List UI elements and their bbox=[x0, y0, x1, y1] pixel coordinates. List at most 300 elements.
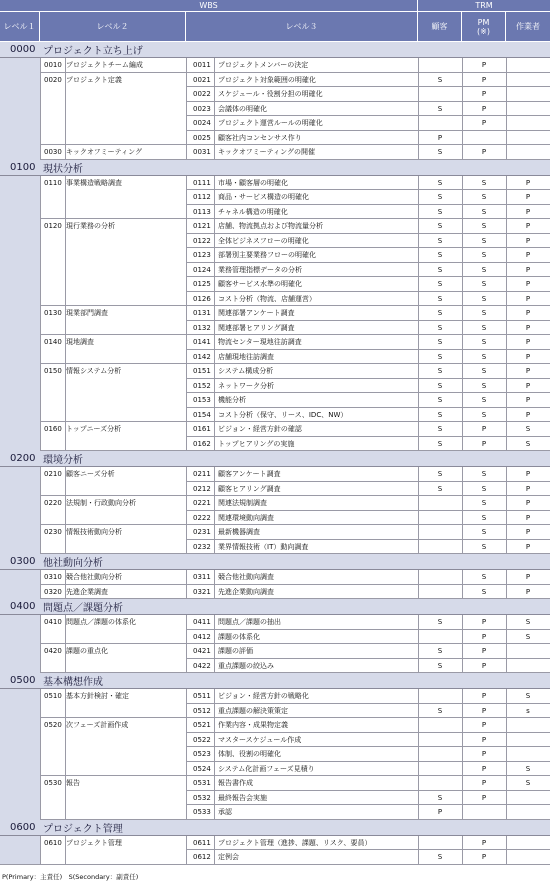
level3-code: 0231 bbox=[193, 528, 211, 536]
divider bbox=[65, 718, 66, 776]
worker-mark: P bbox=[525, 222, 531, 230]
level2-code: 0120 bbox=[44, 222, 62, 230]
level1-spacer bbox=[0, 176, 40, 452]
level2-code: 0520 bbox=[44, 721, 62, 729]
level1-spacer bbox=[0, 836, 40, 865]
divider bbox=[214, 615, 215, 673]
level3-name: 定例会 bbox=[218, 853, 239, 861]
level3-name: 市場・顧客層の明確化 bbox=[218, 178, 288, 187]
level2-code: 0320 bbox=[44, 587, 62, 596]
pm-mark: S bbox=[481, 484, 487, 493]
pm-mark: P bbox=[481, 838, 487, 847]
worker-mark: P bbox=[525, 410, 531, 419]
level3-code: 0412 bbox=[193, 632, 211, 641]
level3-code: 0532 bbox=[193, 793, 211, 802]
divider bbox=[418, 689, 419, 820]
level2-code: 0010 bbox=[44, 61, 62, 69]
level3-code: 0522 bbox=[193, 735, 211, 744]
level3-code: 0161 bbox=[193, 425, 211, 433]
customer-mark: S bbox=[437, 484, 443, 493]
pm-mark: S bbox=[481, 542, 487, 551]
pm-mark: S bbox=[481, 470, 487, 478]
divider bbox=[186, 176, 187, 452]
customer-mark: S bbox=[437, 396, 443, 404]
level3-code: 0031 bbox=[193, 148, 211, 156]
group-code: 0600 bbox=[10, 821, 36, 833]
pm-mark: P bbox=[481, 750, 487, 758]
pm-mark: P bbox=[481, 90, 487, 98]
customer-mark: S bbox=[437, 104, 443, 113]
level3-code: 0132 bbox=[193, 323, 211, 332]
customer-mark: S bbox=[437, 618, 443, 626]
worker-mark: P bbox=[525, 499, 531, 507]
level3-name: キックオフミーティングの開催 bbox=[218, 148, 315, 156]
group-code: 0300 bbox=[10, 556, 36, 567]
header-level2: レベル２ bbox=[40, 12, 186, 42]
customer-mark: S bbox=[437, 425, 443, 433]
level3-code: 0221 bbox=[193, 499, 211, 507]
level3-code: 0023 bbox=[193, 104, 211, 113]
divider bbox=[506, 467, 507, 554]
header-worker: 作業者 bbox=[506, 12, 550, 42]
worker-mark: P bbox=[525, 309, 531, 317]
level2-name: 報告 bbox=[66, 779, 80, 787]
level3-code: 0024 bbox=[193, 119, 211, 127]
customer-mark: S bbox=[437, 222, 443, 230]
pm-mark: P bbox=[481, 706, 487, 715]
pm-mark: P bbox=[481, 61, 487, 69]
bottom-border bbox=[0, 864, 550, 865]
pm-mark: P bbox=[481, 779, 487, 787]
customer-mark: S bbox=[437, 793, 443, 802]
group-title: プロジェクト管理 bbox=[43, 823, 123, 835]
level3-name: 商品・サービス構造の明確化 bbox=[218, 193, 309, 201]
level3-name: 関連部署アンケート調査 bbox=[218, 309, 295, 317]
group-header bbox=[0, 451, 550, 467]
pm-mark: S bbox=[481, 381, 487, 390]
pm-mark: P bbox=[481, 104, 487, 113]
pm-mark: S bbox=[481, 193, 487, 201]
divider bbox=[65, 219, 66, 306]
level2-code: 0020 bbox=[44, 75, 62, 84]
worker-mark: S bbox=[525, 779, 531, 787]
level3-code: 0022 bbox=[193, 90, 211, 98]
level2-code: 0530 bbox=[44, 779, 62, 787]
level3-name: 報告書作成 bbox=[218, 779, 253, 787]
worker-mark: P bbox=[525, 338, 531, 346]
level3-name: 業務管理指標データの分析 bbox=[218, 265, 302, 274]
pm-mark: S bbox=[481, 265, 487, 274]
level2-name: 法規制・行政動向分析 bbox=[66, 499, 136, 507]
worker-mark: P bbox=[525, 294, 531, 303]
divider bbox=[418, 615, 419, 673]
group-title: 基本構想作成 bbox=[43, 677, 103, 688]
level3-code: 0421 bbox=[193, 647, 211, 655]
level3-name: 関連法規制調査 bbox=[218, 499, 267, 507]
group-header bbox=[0, 599, 550, 615]
pm-mark: S bbox=[481, 367, 487, 375]
level3-code: 0121 bbox=[193, 222, 211, 230]
worker-mark: S bbox=[525, 764, 531, 773]
level3-name: 全体ビジネスフローの明確化 bbox=[218, 236, 309, 245]
group-title: 問題点／課題分析 bbox=[43, 603, 123, 614]
group-code: 0200 bbox=[10, 453, 36, 464]
customer-mark: S bbox=[437, 294, 443, 303]
group-title: 現状分析 bbox=[43, 163, 83, 175]
level3-code: 0521 bbox=[193, 721, 211, 729]
customer-mark: P bbox=[437, 133, 443, 142]
pm-mark: S bbox=[481, 528, 487, 536]
level2-name: トップニーズ分析 bbox=[66, 425, 122, 433]
divider bbox=[65, 570, 66, 585]
level3-name: トップヒアリングの実施 bbox=[218, 439, 295, 448]
customer-mark: S bbox=[437, 236, 443, 245]
level3-name: 最新機器調査 bbox=[218, 528, 260, 536]
level1-spacer bbox=[0, 615, 40, 673]
level2-name: 競合他社動向分析 bbox=[66, 573, 122, 581]
level2-code: 0140 bbox=[44, 338, 62, 346]
level3-code: 0321 bbox=[193, 587, 211, 596]
level3-name: プロジェクトメンバーの決定 bbox=[218, 61, 309, 69]
customer-mark: S bbox=[437, 470, 443, 478]
worker-mark: s bbox=[526, 706, 530, 715]
customer-mark: S bbox=[437, 352, 443, 361]
divider bbox=[462, 836, 463, 865]
customer-mark: S bbox=[437, 367, 443, 375]
pm-mark: P bbox=[481, 439, 487, 448]
divider bbox=[418, 570, 419, 599]
level2-code: 0410 bbox=[44, 618, 62, 626]
level3-name: 先進企業動向調査 bbox=[218, 587, 274, 596]
level1-spacer bbox=[0, 689, 40, 820]
worker-mark: P bbox=[525, 323, 531, 332]
pm-mark: S bbox=[481, 410, 487, 419]
level3-name: 部署別主要業務フローの明確化 bbox=[218, 251, 316, 259]
divider bbox=[40, 689, 41, 820]
customer-mark: S bbox=[437, 410, 443, 419]
pm-mark: P bbox=[481, 793, 487, 802]
group-code: 0400 bbox=[10, 601, 36, 612]
level2-code: 0110 bbox=[44, 178, 62, 187]
worker-mark: P bbox=[525, 251, 531, 259]
divider bbox=[65, 496, 66, 525]
level3-name: コスト分析（物流、店舗運営） bbox=[218, 294, 316, 303]
worker-mark: P bbox=[525, 587, 531, 596]
divider bbox=[65, 585, 66, 600]
worker-mark: P bbox=[525, 396, 531, 404]
level3-name: 物流センター現地往訪調査 bbox=[218, 338, 302, 346]
pm-mark: S bbox=[481, 352, 487, 361]
divider bbox=[462, 615, 463, 673]
divider bbox=[65, 689, 66, 718]
pm-mark: P bbox=[481, 632, 487, 641]
level3-name: 課題の体系化 bbox=[218, 632, 260, 641]
pm-mark: P bbox=[481, 721, 487, 729]
customer-mark: S bbox=[437, 381, 443, 390]
divider bbox=[418, 467, 419, 554]
worker-mark: P bbox=[525, 367, 531, 375]
customer-mark: S bbox=[437, 280, 443, 288]
level3-code: 0113 bbox=[193, 207, 211, 216]
level3-code: 0123 bbox=[193, 251, 211, 259]
header-level3: レベル３ bbox=[186, 12, 418, 42]
level2-name: 次フェーズ計画作成 bbox=[66, 721, 129, 729]
level3-name: 店舗、物流拠点および物流量分析 bbox=[218, 222, 323, 230]
divider bbox=[186, 836, 187, 865]
divider bbox=[65, 364, 66, 422]
pm-mark: P bbox=[481, 119, 487, 127]
divider bbox=[65, 58, 66, 73]
divider bbox=[506, 689, 507, 820]
divider bbox=[214, 58, 215, 160]
header-trm: TRM bbox=[418, 0, 550, 12]
level2-name: プロジェクト定義 bbox=[66, 75, 122, 84]
level3-name: ビジョン・経営方針の確認 bbox=[218, 425, 302, 433]
group-header bbox=[0, 554, 550, 570]
pm-mark: S bbox=[481, 309, 487, 317]
worker-mark: P bbox=[525, 470, 531, 478]
level3-code: 0311 bbox=[193, 573, 211, 581]
customer-mark: S bbox=[437, 853, 443, 861]
level3-name: 機能分析 bbox=[218, 396, 246, 404]
divider bbox=[214, 467, 215, 554]
divider bbox=[65, 335, 66, 364]
divider bbox=[65, 776, 66, 820]
customer-mark: S bbox=[437, 265, 443, 274]
worker-mark: S bbox=[525, 692, 531, 700]
level2-code: 0310 bbox=[44, 573, 62, 581]
level3-code: 0611 bbox=[193, 838, 211, 847]
level3-code: 0153 bbox=[193, 396, 211, 404]
level2-code: 0160 bbox=[44, 425, 62, 433]
level3-code: 0212 bbox=[193, 484, 211, 493]
divider bbox=[418, 176, 419, 452]
header-customer: 顧客 bbox=[418, 12, 462, 42]
divider bbox=[462, 689, 463, 820]
group-header bbox=[0, 42, 550, 58]
pm-mark: S bbox=[481, 323, 487, 332]
divider bbox=[65, 73, 66, 146]
divider bbox=[418, 58, 419, 160]
level2-code: 0610 bbox=[44, 838, 62, 847]
level3-name: 重点課題の絞込み bbox=[218, 661, 274, 670]
level3-code: 0021 bbox=[193, 75, 211, 84]
level2-name: 基本方針検討・確定 bbox=[66, 692, 129, 700]
pm-mark: S bbox=[481, 178, 487, 187]
worker-mark: P bbox=[525, 178, 531, 187]
pm-mark: S bbox=[481, 513, 487, 522]
level2-name: キックオフミーティング bbox=[66, 148, 142, 156]
customer-mark: P bbox=[437, 808, 443, 816]
level3-name: 関連部署ヒアリング調査 bbox=[218, 323, 295, 332]
level3-code: 0141 bbox=[193, 338, 211, 346]
worker-mark: P bbox=[525, 280, 531, 288]
pm-mark: P bbox=[481, 425, 487, 433]
level2-code: 0130 bbox=[44, 309, 62, 317]
worker-mark: P bbox=[525, 484, 531, 493]
level1-spacer bbox=[0, 570, 40, 599]
customer-mark: S bbox=[437, 706, 443, 715]
level3-code: 0612 bbox=[193, 853, 211, 861]
level3-code: 0511 bbox=[193, 692, 211, 700]
header-wbs: WBS bbox=[0, 0, 418, 12]
header-pm: PM (※) bbox=[462, 12, 506, 42]
divider bbox=[506, 615, 507, 673]
level3-name: 体制、役割の明確化 bbox=[218, 750, 281, 758]
level2-code: 0030 bbox=[44, 148, 62, 156]
level2-name: 事業構造戦略調査 bbox=[66, 178, 122, 187]
divider bbox=[214, 836, 215, 865]
level1-spacer bbox=[0, 58, 40, 160]
level3-name: 顧客アンケート調査 bbox=[218, 470, 281, 478]
worker-mark: P bbox=[525, 265, 531, 274]
pm-mark: P bbox=[481, 764, 487, 773]
customer-mark: S bbox=[437, 338, 443, 346]
level3-code: 0523 bbox=[193, 750, 211, 758]
divider bbox=[65, 422, 66, 451]
level3-name: 作業内容・成果物定義 bbox=[218, 721, 288, 729]
level3-code: 0162 bbox=[193, 439, 211, 448]
pm-mark: P bbox=[481, 618, 487, 626]
divider bbox=[40, 467, 41, 554]
divider bbox=[506, 570, 507, 599]
level3-name: 顧客社内コンセンサス作り bbox=[218, 133, 302, 142]
customer-mark: S bbox=[437, 193, 443, 201]
worker-mark: S bbox=[525, 439, 531, 448]
customer-mark: S bbox=[437, 178, 443, 187]
worker-mark: P bbox=[525, 513, 531, 522]
level3-name: ビジョン・経営方針の戦略化 bbox=[218, 692, 309, 700]
divider bbox=[462, 176, 463, 452]
level2-name: 先進企業調査 bbox=[66, 587, 108, 596]
customer-mark: S bbox=[437, 439, 443, 448]
level3-code: 0232 bbox=[193, 542, 211, 551]
worker-mark: P bbox=[525, 193, 531, 201]
level3-name: 業界情報技術（IT）動向調査 bbox=[218, 542, 309, 551]
worker-mark: P bbox=[525, 236, 531, 245]
divider bbox=[40, 570, 41, 599]
divider bbox=[65, 467, 66, 496]
worker-mark: P bbox=[525, 542, 531, 551]
level3-name: 最終報告会実施 bbox=[218, 793, 267, 802]
pm-mark: S bbox=[481, 294, 487, 303]
customer-mark: S bbox=[437, 207, 443, 216]
level3-name: 競合他社動向調査 bbox=[218, 573, 274, 581]
pm-mark: P bbox=[481, 735, 487, 744]
divider bbox=[462, 58, 463, 160]
level3-code: 0025 bbox=[193, 133, 211, 142]
level3-code: 0154 bbox=[193, 410, 211, 419]
divider bbox=[65, 836, 66, 865]
level2-name: 現業部門調査 bbox=[66, 309, 108, 317]
level3-code: 0126 bbox=[193, 294, 211, 303]
pm-mark: P bbox=[481, 661, 487, 670]
level3-code: 0222 bbox=[193, 513, 211, 522]
level3-name: 会議体の明確化 bbox=[218, 104, 267, 113]
divider bbox=[186, 615, 187, 673]
level2-name: 現行業務の分析 bbox=[66, 222, 115, 230]
level3-code: 0122 bbox=[193, 236, 211, 245]
table-header bbox=[0, 0, 550, 42]
level3-code: 0124 bbox=[193, 265, 211, 274]
level3-name: プロジェクト対象範囲の明確化 bbox=[218, 75, 316, 84]
worker-mark: P bbox=[525, 207, 531, 216]
divider bbox=[40, 176, 41, 452]
level2-code: 0420 bbox=[44, 647, 62, 655]
group-code: 0000 bbox=[10, 44, 36, 55]
divider bbox=[462, 467, 463, 554]
pm-mark: S bbox=[481, 338, 487, 346]
group-title: 他社動向分析 bbox=[43, 558, 103, 569]
header-level1: レベル１ bbox=[0, 12, 40, 42]
pm-mark: P bbox=[481, 692, 487, 700]
customer-mark: S bbox=[437, 323, 443, 332]
worker-mark: P bbox=[525, 573, 531, 581]
level3-code: 0151 bbox=[193, 367, 211, 375]
divider bbox=[65, 306, 66, 335]
divider bbox=[186, 689, 187, 820]
divider bbox=[65, 644, 66, 673]
level3-name: 関連環境動向調査 bbox=[218, 513, 274, 522]
level2-name: 問題点／課題の体系化 bbox=[66, 618, 136, 626]
level3-code: 0011 bbox=[193, 61, 211, 69]
group-header bbox=[0, 820, 550, 836]
level3-code: 0152 bbox=[193, 381, 211, 390]
level3-code: 0211 bbox=[193, 470, 211, 478]
customer-mark: S bbox=[437, 251, 443, 259]
divider bbox=[40, 58, 41, 160]
worker-mark: P bbox=[525, 381, 531, 390]
level1-spacer bbox=[0, 467, 40, 554]
customer-mark: S bbox=[437, 148, 443, 156]
divider bbox=[506, 836, 507, 865]
pm-mark: S bbox=[481, 280, 487, 288]
level2-code: 0210 bbox=[44, 470, 62, 478]
level2-code: 0220 bbox=[44, 499, 62, 507]
worker-mark: S bbox=[525, 618, 531, 626]
level2-code: 0510 bbox=[44, 692, 62, 700]
pm-mark: S bbox=[481, 573, 487, 581]
worker-mark: S bbox=[525, 632, 531, 641]
level3-name: 店舗現地往訪調査 bbox=[218, 352, 274, 361]
level2-name: 情報システム分析 bbox=[66, 367, 122, 375]
level3-name: 顧客サービス水準の明確化 bbox=[218, 280, 302, 288]
level3-name: プロジェクト運営ルールの明確化 bbox=[218, 119, 323, 127]
level2-name: 課題の重点化 bbox=[66, 647, 108, 655]
customer-mark: S bbox=[437, 647, 443, 655]
divider bbox=[214, 570, 215, 599]
divider bbox=[214, 689, 215, 820]
pm-mark: S bbox=[481, 587, 487, 596]
level3-code: 0512 bbox=[193, 706, 211, 715]
level3-name: 顧客ヒアリング調査 bbox=[218, 484, 281, 493]
level3-code: 0531 bbox=[193, 779, 211, 787]
pm-mark: S bbox=[481, 396, 487, 404]
pm-mark: P bbox=[481, 853, 487, 861]
level3-name: コスト分析（保守、リース、IDC、NW） bbox=[218, 410, 348, 419]
divider bbox=[186, 58, 187, 160]
customer-mark: S bbox=[437, 75, 443, 84]
level3-name: ネットワーク分析 bbox=[218, 381, 274, 390]
pm-mark: S bbox=[481, 222, 487, 230]
divider bbox=[65, 176, 66, 220]
level3-name: プロジェクト管理（進捗、課題、リスク、要員） bbox=[218, 838, 372, 847]
level2-name: 現地調査 bbox=[66, 338, 94, 346]
divider bbox=[186, 570, 187, 599]
level3-code: 0422 bbox=[193, 661, 211, 670]
group-header bbox=[0, 673, 550, 689]
level2-code: 0150 bbox=[44, 367, 62, 375]
